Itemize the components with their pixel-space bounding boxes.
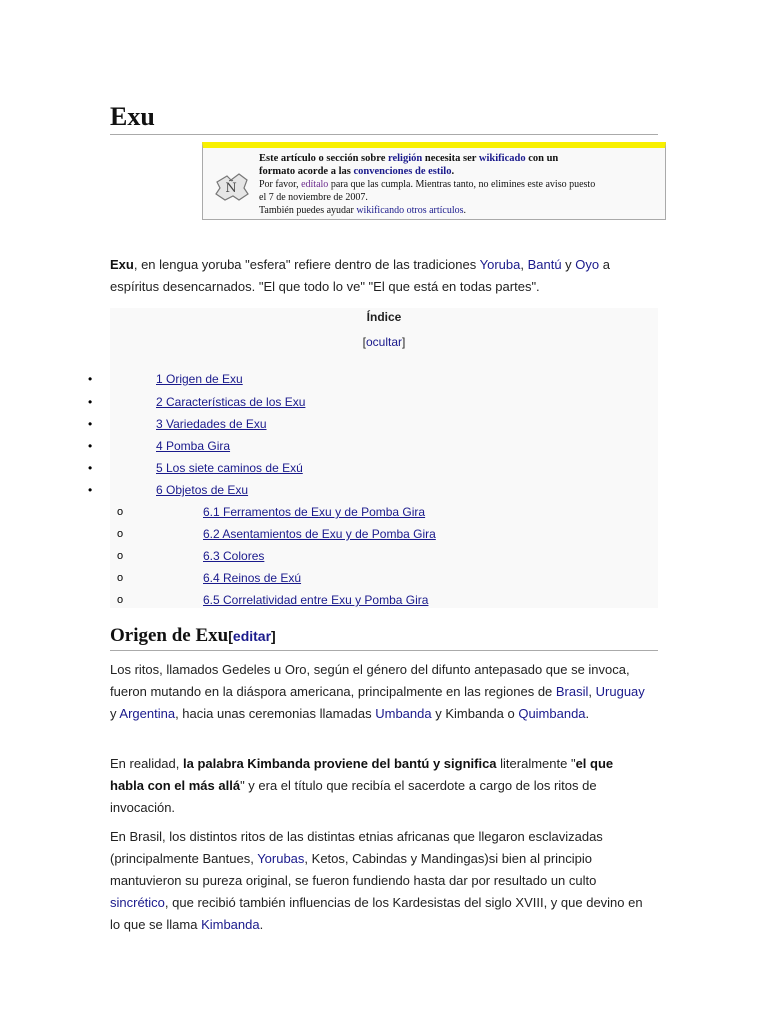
para-text: , que recibió también influencias de los Kardesistas del siglo XVIII, y que devino en lo que se llama [110,895,643,932]
toc-link[interactable]: 3 Variedades de Exu [156,417,267,431]
notice-text: . [451,166,455,177]
link-oyo[interactable]: Oyo [575,257,600,272]
notice-text: formato acorde a las [259,166,354,177]
section-heading [110,622,658,651]
notice-text: . [463,205,467,216]
link-brasil[interactable]: Brasil [555,684,589,699]
toc-subitem[interactable] [203,525,436,543]
link-argentina[interactable]: Argentina [119,706,176,721]
toc-link[interactable]: 6 Objetos de Exu [156,483,249,497]
bullet-icon: • [88,439,93,453]
section-title: Origen de Exu [110,625,229,646]
link-religion[interactable]: religión [388,153,423,164]
link-sincretico[interactable]: sincrético [110,895,165,910]
toc-link[interactable]: 6.3 Colores [203,549,265,563]
para-text: , hacia unas ceremonias llamadas [175,706,376,721]
page-title: Exu [110,100,658,135]
para-bold-text: la palabra Kimbanda proviene del bantú y significa [183,756,497,771]
intro-text: a espíritus desencarnados. "El que todo lo ve" "El que está en todas partes". [110,257,610,294]
toc-link[interactable]: 5 Los siete caminos de Exú [156,461,303,475]
wikify-notice [202,142,666,220]
edit-bracket: [ [228,628,233,644]
toc-link[interactable]: 4 Pomba Gira [156,439,231,453]
toc-link[interactable]: 1 Origen de Exu [156,372,243,386]
intro-text: y [561,257,576,272]
link-wikificado[interactable]: wikificado [478,153,526,164]
circle-bullet-icon: o [117,528,124,540]
link-convenciones[interactable]: convenciones de estilo [353,166,452,177]
para-text: Los ritos, llamados Gedeles u Oro, según el género del difunto antepasado que se invoca, fueron mutando en la diáspora americana, principalmente en las regiones de [110,662,630,699]
link-editalo[interactable]: edítalo [301,179,329,190]
toc-toggle [110,333,658,351]
link-uruguay[interactable]: Uruguay [595,684,645,699]
link-quimbanda[interactable]: Quimbanda [518,706,586,721]
toc-subitem[interactable] [203,547,264,565]
toc-subitem[interactable] [203,569,301,587]
para-text: y Kimbanda o [431,706,519,721]
notice-text: el 7 de noviembre de 2007. [259,192,368,203]
para-text: En realidad, [110,756,183,771]
section-paragraph-1 [110,659,650,725]
para-text: , [588,684,596,699]
link-bantu[interactable]: Bantú [527,257,562,272]
toc-item[interactable] [156,437,230,455]
toc-item[interactable] [156,370,243,388]
circle-bullet-icon: o [117,550,124,562]
circle-bullet-icon: o [117,572,124,584]
bullet-icon: • [88,395,93,409]
notice-text: con un [525,153,559,164]
toc-link[interactable]: 6.4 Reinos de Exú [203,571,302,585]
toc-subitem[interactable] [203,503,425,521]
edit-bracket: ] [271,628,276,644]
bullet-icon: • [88,461,93,475]
toc-item[interactable] [156,459,303,477]
toc-link[interactable]: 6.1 Ferramentos de Exu y de Pomba Gira [203,505,426,519]
section-paragraph-3 [110,826,650,936]
notice-text: Este artículo o sección sobre [259,153,388,164]
intro-paragraph [110,254,650,298]
toc-link[interactable]: 6.2 Asentamientos de Exu y de Pomba Gira [203,527,436,541]
para-text: . [585,706,590,721]
circle-bullet-icon: o [117,506,124,518]
para-text: literalmente " [496,756,576,771]
bullet-icon: • [88,417,93,431]
toc-bracket: ] [402,335,406,349]
svg-text:Ñ: Ñ [225,181,237,196]
para-text: , Ketos, Cabindas y Mandingas)si bien al principio mantuvieron su pureza original, se fueron fundiendo hasta dar por resultado un culto [110,851,597,888]
toc-item[interactable] [156,393,305,411]
toc-bracket: [ [362,335,366,349]
para-text: " y era el título que recibía el sacerdote a cargo de los ritos de invocación. [110,778,597,815]
toc-hide-link[interactable]: ocultar [365,335,403,349]
link-yorubas[interactable]: Yorubas [257,851,305,866]
link-kimbanda[interactable]: Kimbanda [201,917,260,932]
notice-text: para que las cumpla. Mientras tanto, no elimines este aviso puesto [328,179,596,190]
para-text: y [110,706,120,721]
table-of-contents [110,308,658,608]
notice-text: necesita ser [422,153,479,164]
intro-text: , en lengua yoruba "esfera" refiere dentro de las tradiciones [133,257,480,272]
toc-link[interactable]: 6.5 Correlatividad entre Exu y Pomba Gira [203,593,429,607]
notice-text: También puedes ayudar [259,205,357,216]
intro-text: , [520,257,528,272]
toc-link[interactable]: 2 Características de los Exu [156,395,306,409]
notice-text: Por favor, [259,179,302,190]
bullet-icon: • [88,372,93,386]
intro-bold-term: Exu [110,257,134,272]
link-wikificando[interactable]: wikificando otros artículos [356,205,464,216]
bullet-icon: • [88,483,93,497]
toc-item[interactable] [156,415,267,433]
circle-bullet-icon: o [117,594,124,606]
edit-link[interactable]: editar [232,628,272,644]
para-text: En Brasil, los distintos ritos de las distintas etnias africanas que llegaron esclavizadas (principalmente Bantues, [110,829,603,866]
wiki-puzzle-icon [211,168,251,204]
para-text: . [259,917,264,932]
para-bold-text: el que habla con el más allá [110,756,614,793]
link-yoruba[interactable]: Yoruba [479,257,521,272]
toc-item[interactable] [156,481,248,499]
edit-section [228,628,275,644]
toc-subitem[interactable] [203,591,428,609]
toc-heading: Índice [366,310,402,324]
link-umbanda[interactable]: Umbanda [375,706,432,721]
section-paragraph-2 [110,753,650,819]
